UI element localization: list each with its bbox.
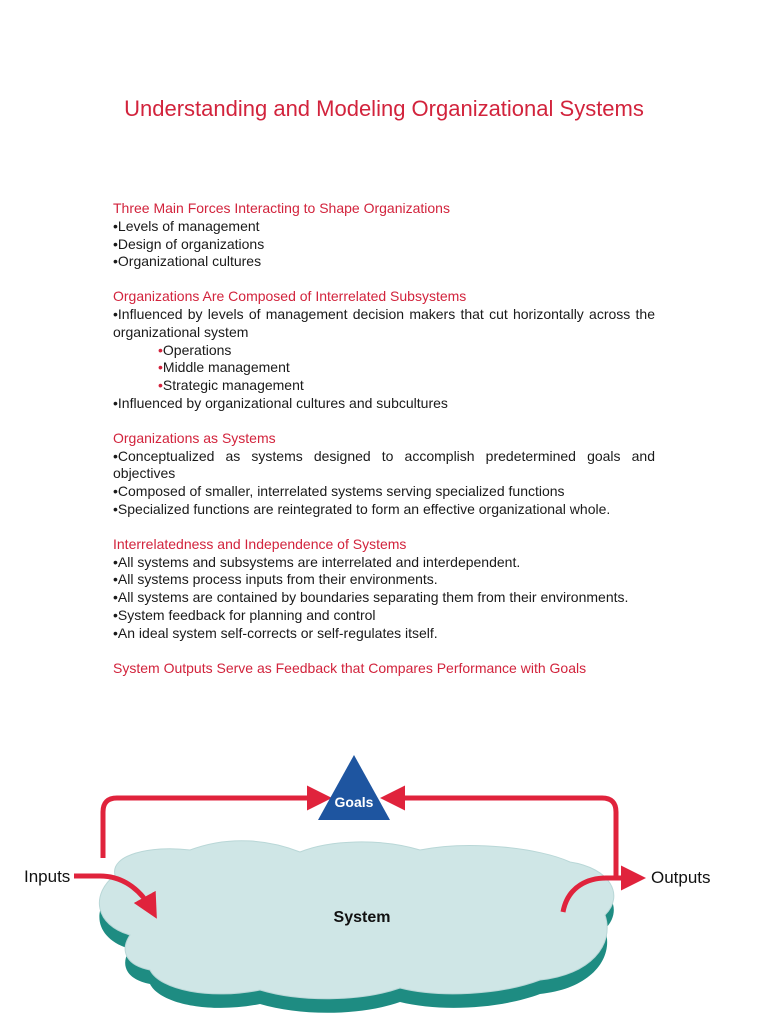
bullet-text: Middle management <box>162 359 290 376</box>
section <box>113 536 655 643</box>
bullet-item <box>113 218 655 236</box>
outputs-label: Outputs <box>651 868 711 887</box>
bullet-text: All systems process inputs from their environments. <box>117 571 438 588</box>
section <box>113 288 655 413</box>
bullet-text: All systems and subsystems are interrelated and interdependent. <box>117 553 521 570</box>
bullet-icon: • <box>113 624 118 641</box>
section-heading: Interrelatedness and Independence of Systems <box>113 535 407 552</box>
goals-label: Goals <box>334 794 374 810</box>
bullet-text: Operations <box>162 341 232 358</box>
page-title: Understanding and Modeling Organizational Systems <box>124 96 644 121</box>
bullet-item <box>113 571 655 589</box>
system-feedback-diagram <box>0 740 768 1024</box>
bullet-icon: • <box>113 483 118 500</box>
section-heading: Organizations Are Composed of Interrelated Subsystems <box>113 288 467 305</box>
section-heading: Organizations as Systems <box>113 429 276 446</box>
bullet-text: Levels of management <box>117 217 260 234</box>
bullet-item <box>113 253 655 271</box>
bullet-text: Design of organizations <box>117 235 265 252</box>
bullet-item <box>113 589 655 607</box>
bullet-item <box>113 483 655 501</box>
bullet-icon: • <box>158 359 163 376</box>
document-body <box>113 200 655 694</box>
bullet-icon: • <box>113 589 118 606</box>
bullet-icon: • <box>158 377 163 394</box>
bullet-text: Conceptualized as systems designed to accomplish predetermined goals and objectives <box>113 447 655 482</box>
bullet-text: Composed of smaller, interrelated systems serving specialized functions <box>117 483 565 500</box>
bullet-text: Specialized functions are reintegrated to form an effective organizational whole. <box>117 500 611 517</box>
bullet-text: Influenced by levels of management decision makers that cut horizontally across the organizational system <box>113 305 655 340</box>
bullet-text: System feedback for planning and control <box>117 606 376 623</box>
bullet-text: Organizational cultures <box>117 253 262 270</box>
bullet-icon: • <box>113 235 118 252</box>
sub-bullet-item <box>113 342 655 360</box>
section <box>113 430 655 519</box>
section <box>113 200 655 271</box>
bullet-item <box>113 306 655 342</box>
bullet-text: An ideal system self-corrects or self-regulates itself. <box>117 624 438 641</box>
bullet-item <box>113 395 655 413</box>
bullet-item <box>113 625 655 643</box>
bullet-icon: • <box>113 217 118 234</box>
bullet-icon: • <box>113 500 118 517</box>
sub-bullet-item <box>113 377 655 395</box>
bullet-icon: • <box>113 253 118 270</box>
bullet-text: All systems are contained by boundaries separating them from their environments. <box>117 589 629 606</box>
bullet-item <box>113 236 655 254</box>
bullet-icon: • <box>113 606 118 623</box>
bullet-item <box>113 448 655 484</box>
bullet-text: Influenced by organizational cultures and subcultures <box>117 394 448 411</box>
section-heading: Three Main Forces Interacting to Shape Organizations <box>113 200 450 216</box>
bullet-icon: • <box>158 341 163 358</box>
sub-bullet-item <box>113 359 655 377</box>
bullet-item <box>113 554 655 572</box>
bullet-icon: • <box>113 394 118 411</box>
bullet-icon: • <box>113 305 118 322</box>
bullet-text: Strategic management <box>162 377 304 394</box>
bullet-item <box>113 607 655 625</box>
bullet-icon: • <box>113 553 118 570</box>
inputs-label: Inputs <box>24 867 71 886</box>
bullet-item <box>113 501 655 519</box>
goals-triangle <box>318 755 390 820</box>
section <box>113 660 655 678</box>
bullet-icon: • <box>113 571 118 588</box>
bullet-icon: • <box>113 447 118 464</box>
section-heading: System Outputs Serve as Feedback that Compares Performance with Goals <box>113 659 587 676</box>
system-label: System <box>333 909 391 926</box>
